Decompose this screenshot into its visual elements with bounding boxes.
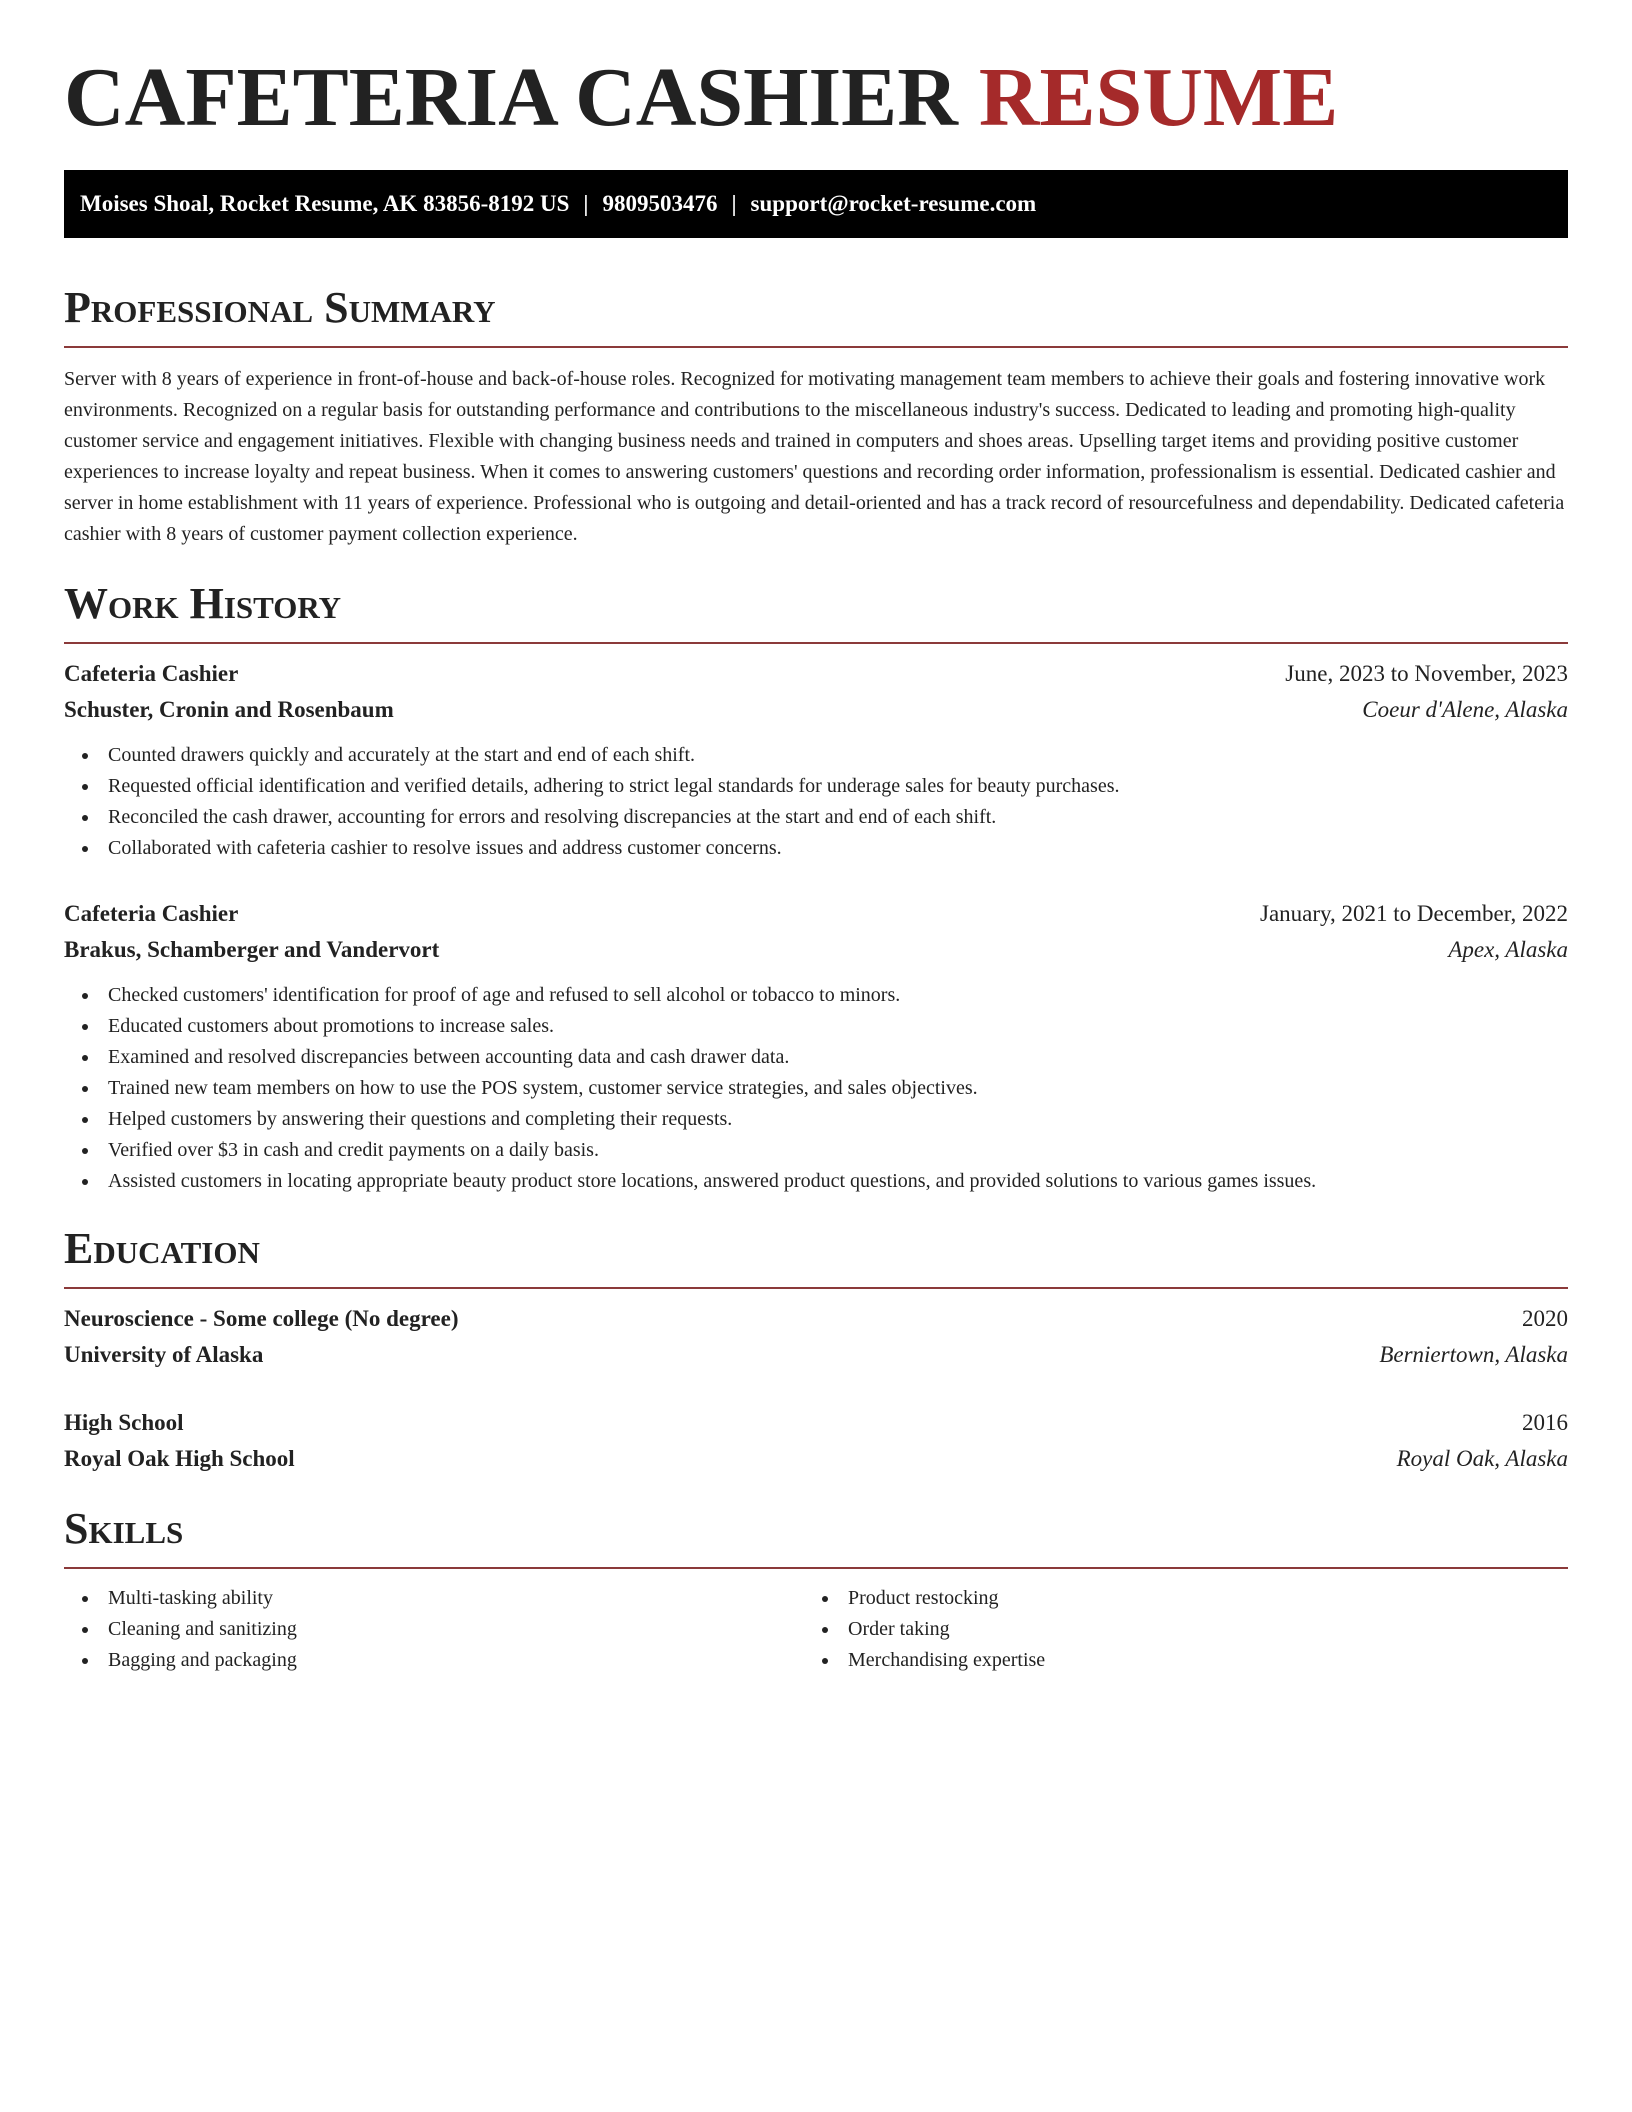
job-header-row [64, 656, 1568, 692]
work-history-section [64, 579, 1568, 1197]
job-title: Cafeteria Cashier [64, 661, 239, 686]
summary-text: Server with 8 years of experience in front-of-house and back-of-house roles. Recognized for motivating management team members to achieve their goals and fostering innovative work environments. Recognized on a regular basis for outstanding performance and contributions to the miscellaneous industry's success. Dedicated to leading and promoting high-quality customer service and engagement initiatives. Flexible with changing business needs and trained in computers and shoes areas. Upselling target items and providing positive customer experiences to increase loyalty and repeat business. When it comes to answering customers' questions and recording order information, professionalism is essential. Dedicated cashier and server in home establishment with 11 years of experience. Professional who is outgoing and detail-oriented and has a track record of resourcefulness and dependability. Dedicated cafeteria cashier with 8 years of customer payment collection experience. [64, 368, 1565, 545]
job-entry [64, 656, 1568, 864]
education-entry [64, 1301, 1568, 1373]
list-item: Requested official identification and verified details, adhering to strict legal standards for underage sales for beauty purchases. [64, 771, 1568, 802]
section-divider [64, 642, 1568, 644]
list-item: Counted drawers quickly and accurately at the start and end of each shift. [64, 740, 1568, 771]
job-company: Schuster, Cronin and Rosenbaum [64, 697, 394, 722]
contact-bar [64, 170, 1568, 238]
education-school-row [64, 1337, 1568, 1373]
skills-column-right [804, 1583, 1544, 1676]
education-year: 2016 [1522, 1410, 1568, 1435]
list-item: Trained new team members on how to use the POS system, customer service strategies, and sales objectives. [64, 1073, 1568, 1104]
job-location: Apex, Alaska [1448, 937, 1568, 962]
job-location: Coeur d'Alene, Alaska [1362, 697, 1568, 722]
list-item: Verified over $3 in cash and credit payments on a daily basis. [64, 1135, 1568, 1166]
section-divider [64, 1287, 1568, 1289]
list-item: Examined and resolved discrepancies between accounting data and cash drawer data. [64, 1042, 1568, 1073]
education-location: Royal Oak, Alaska [1396, 1446, 1568, 1471]
summary-section [64, 283, 1568, 550]
section-heading-work-history: Work History [64, 579, 342, 628]
skill-item: Merchandising expertise [804, 1645, 1544, 1676]
list-item: Educated customers about promotions to increase sales. [64, 1011, 1568, 1042]
education-degree: High School [64, 1410, 184, 1435]
list-item: Assisted customers in locating appropriate beauty product store locations, answered product questions, and provided solutions to various games issues. [64, 1166, 1568, 1197]
contact-email[interactable]: support@rocket-resume.com [750, 191, 1037, 216]
skill-item: Bagging and packaging [64, 1645, 804, 1676]
job-entry [64, 896, 1568, 1197]
education-school: Royal Oak High School [64, 1446, 295, 1471]
skills-column-left [64, 1583, 804, 1676]
resume-title [64, 51, 1568, 144]
job-company-row [64, 932, 1568, 968]
list-item: Reconciled the cash drawer, accounting for errors and resolving discrepancies at the start and end of each shift. [64, 802, 1568, 833]
skills-section [64, 1504, 1568, 1676]
section-heading-education: Education [64, 1224, 260, 1273]
section-heading-skills: Skills [64, 1504, 184, 1553]
education-section [64, 1224, 1568, 1477]
contact-phone: 9809503476 [602, 191, 718, 216]
skills-grid [64, 1583, 1568, 1676]
education-entry [64, 1405, 1568, 1477]
job-dates: June, 2023 to November, 2023 [1285, 661, 1568, 686]
skill-item: Cleaning and sanitizing [64, 1614, 804, 1645]
job-bullets [64, 980, 1568, 1197]
list-item: Collaborated with cafeteria cashier to resolve issues and address customer concerns. [64, 833, 1568, 864]
contact-separator: | [583, 191, 589, 216]
job-company-row [64, 692, 1568, 728]
job-bullets [64, 740, 1568, 864]
education-school: University of Alaska [64, 1342, 264, 1367]
list-item: Helped customers by answering their questions and completing their requests. [64, 1104, 1568, 1135]
section-heading-summary: Professional Summary [64, 283, 496, 332]
title-main: CAFETERIA CASHIER [64, 51, 958, 144]
skill-item: Order taking [804, 1614, 1544, 1645]
section-divider [64, 1567, 1568, 1569]
education-degree-row [64, 1405, 1568, 1441]
section-divider [64, 346, 1568, 348]
education-degree: Neuroscience - Some college (No degree) [64, 1306, 459, 1331]
contact-separator: | [731, 191, 737, 216]
job-title: Cafeteria Cashier [64, 901, 239, 926]
skill-item: Multi-tasking ability [64, 1583, 804, 1614]
education-degree-row [64, 1301, 1568, 1337]
job-dates: January, 2021 to December, 2022 [1260, 901, 1568, 926]
contact-address: Moises Shoal, Rocket Resume, AK 83856-8192 US [80, 191, 570, 216]
skill-item: Product restocking [804, 1583, 1544, 1614]
education-school-row [64, 1441, 1568, 1477]
job-company: Brakus, Schamberger and Vandervort [64, 937, 440, 962]
education-location: Berniertown, Alaska [1379, 1342, 1568, 1367]
education-year: 2020 [1522, 1306, 1568, 1331]
list-item: Checked customers' identification for proof of age and refused to sell alcohol or tobacco to minors. [64, 980, 1568, 1011]
title-accent: RESUME [978, 51, 1339, 144]
job-header-row [64, 896, 1568, 932]
